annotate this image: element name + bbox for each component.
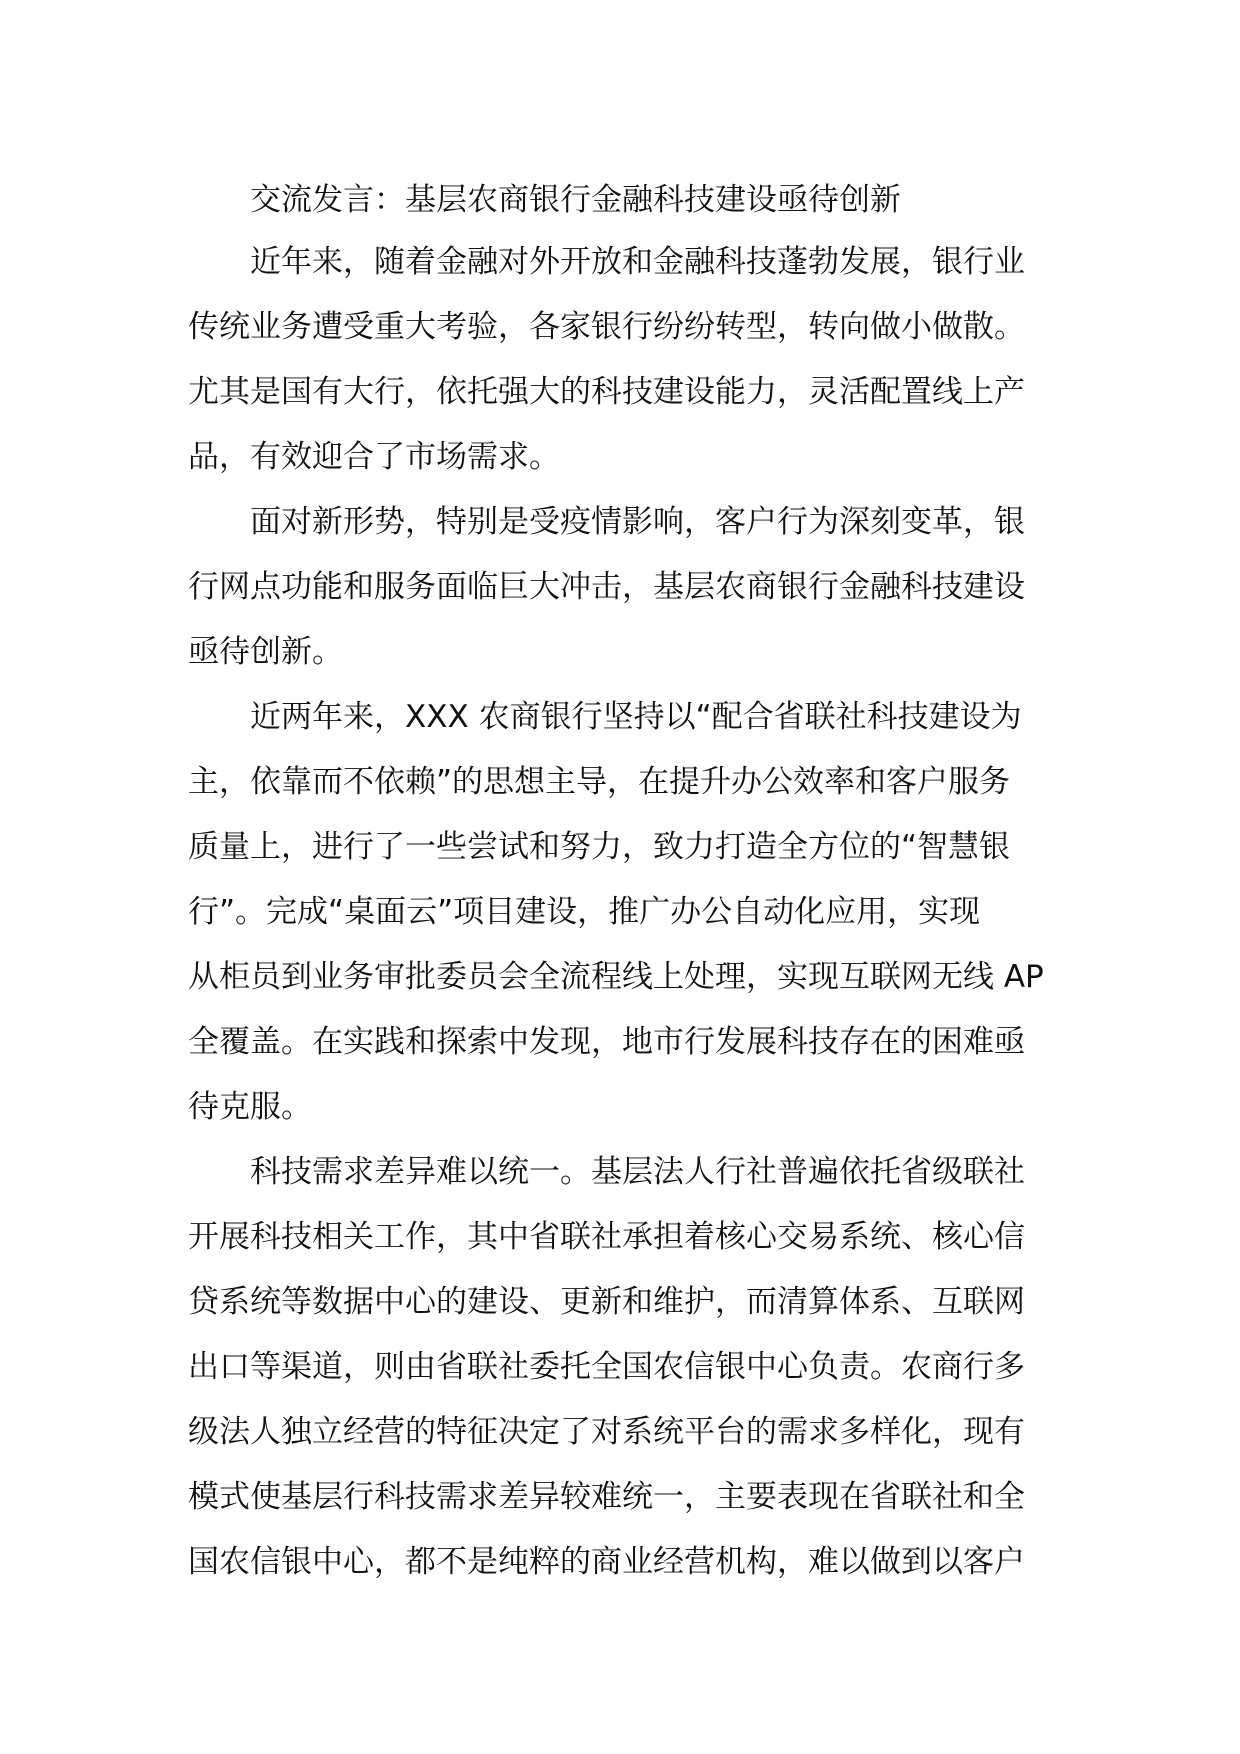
paragraph-line: 模式使基层行科技需求差异较难统一，主要表现在省联社和全: [188, 1479, 1025, 1515]
paragraph-line: 面对新形势，特别是受疫情影响，客户行为深刻变革，银: [250, 504, 1025, 540]
paragraph-line: 出口等渠道，则由省联社委托全国农信银中心负责。农商行多: [188, 1349, 1025, 1385]
document-title: 交流发言：基层农商银行金融科技建设亟待创新: [250, 182, 901, 218]
paragraph-line: 近年来，随着金融对外开放和金融科技蓬勃发展，银行业: [250, 244, 1025, 280]
paragraph-line: 传统业务遭受重大考验，各家银行纷纷转型，转向做小做散。: [188, 309, 1025, 345]
paragraph-line: 从柜员到业务审批委员会全流程线上处理，实现互联网无线 AP: [188, 959, 1044, 995]
paragraph-line: 质量上，进行了一些尝试和努力，致力打造全方位的“智慧银: [188, 829, 1011, 865]
paragraph-line: 科技需求差异难以统一。基层法人行社普遍依托省级联社: [250, 1154, 1025, 1190]
paragraph-line: 近两年来，XXX 农商银行坚持以“配合省联社科技建设为: [250, 699, 1022, 735]
paragraph-line: 亟待创新。: [188, 634, 343, 670]
paragraph-4: [188, 1140, 1058, 1595]
paragraph-line: 贷系统等数据中心的建设、更新和维护，而清算体系、互联网: [188, 1284, 1025, 1320]
paragraph-3: [188, 685, 1058, 1140]
paragraph-line: 级法人独立经营的特征决定了对系统平台的需求多样化，现有: [188, 1414, 1025, 1450]
paragraph-line: 国农信银中心，都不是纯粹的商业经营机构，难以做到以客户: [188, 1544, 1025, 1580]
paragraph-line: 开展科技相关工作，其中省联社承担着核心交易系统、核心信: [188, 1219, 1025, 1255]
paragraph-line: 待克服。: [188, 1089, 312, 1125]
paragraph-line: 主，依靠而不依赖”的思想主导，在提升办公效率和客户服务: [188, 764, 1011, 800]
document-body: [188, 170, 1058, 1595]
paragraph-line: 全覆盖。在实践和探索中发现，地市行发展科技存在的困难亟: [188, 1024, 1025, 1060]
paragraph-line: 行”。完成“桌面云”项目建设，推广办公自动化应用，实现: [188, 894, 981, 930]
paragraph-line: 品，有效迎合了市场需求。: [188, 439, 560, 475]
paragraph-2: [188, 490, 1058, 685]
paragraph-line: 尤其是国有大行，依托强大的科技建设能力，灵活配置线上产: [188, 374, 1025, 410]
paragraph-line: 行网点功能和服务面临巨大冲击，基层农商银行金融科技建设: [188, 569, 1025, 605]
paragraph-1: [188, 230, 1058, 490]
